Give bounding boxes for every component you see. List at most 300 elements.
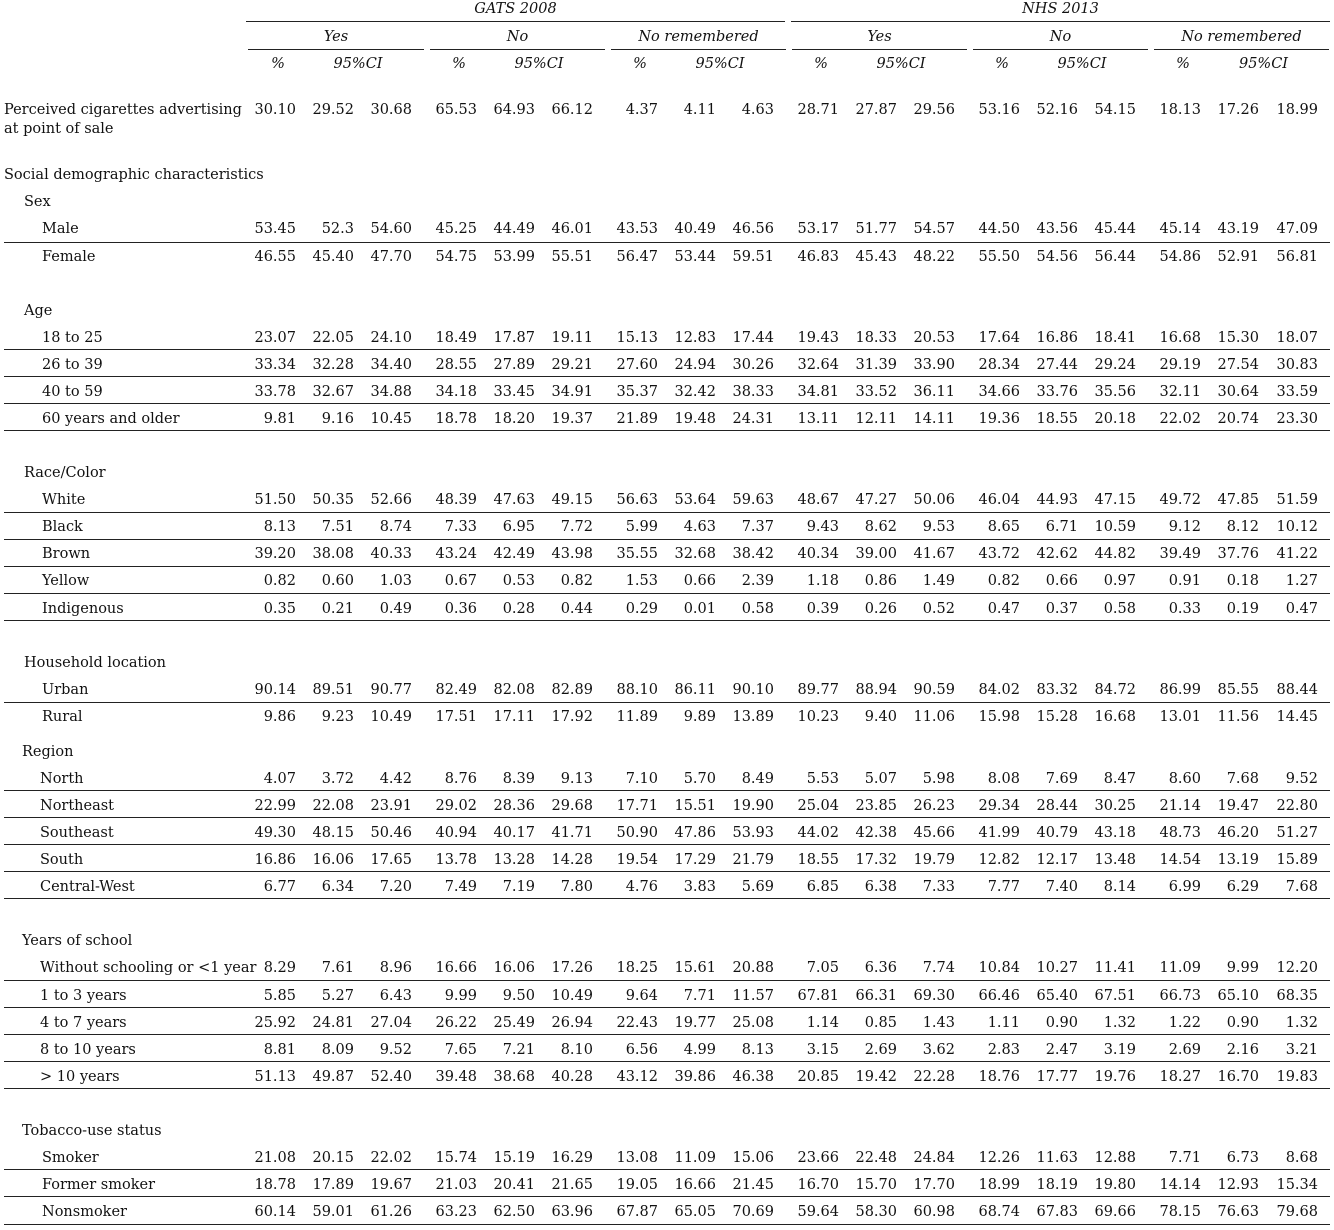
ci-header: 95%CI	[514, 56, 564, 72]
row-label: 40 to 59	[42, 384, 103, 400]
table-cell: 8.68	[1285, 1150, 1318, 1166]
table-cell: 25.04	[797, 798, 839, 814]
table-cell: 21.45	[732, 1177, 774, 1193]
table-cell: 0.36	[444, 601, 477, 617]
table-cell: 43.12	[616, 1069, 658, 1085]
table-cell: 40.28	[551, 1069, 593, 1085]
percent-header: %	[995, 56, 1009, 72]
table-cell: 17.89	[312, 1177, 354, 1193]
table-cell: 8.81	[263, 1042, 296, 1058]
table-cell: 51.77	[855, 221, 897, 237]
table-cell: 23.85	[855, 798, 897, 814]
table-cell: 45.66	[913, 825, 955, 841]
table-cell: 60.98	[913, 1204, 955, 1220]
table-cell: 66.31	[855, 988, 897, 1004]
table-cell: 25.49	[493, 1015, 535, 1031]
table-cell: 22.02	[370, 1150, 412, 1166]
table-cell: 82.89	[551, 682, 593, 698]
table-cell: 36.11	[913, 384, 955, 400]
table-cell: 34.91	[551, 384, 593, 400]
table-cell: 0.19	[1226, 601, 1259, 617]
table-cell: 12.11	[855, 411, 897, 427]
table-cell: 43.18	[1094, 825, 1136, 841]
table-cell: 43.19	[1217, 221, 1259, 237]
table-cell: 7.33	[922, 879, 955, 895]
table-cell: 47.09	[1276, 221, 1318, 237]
table-cell: 9.52	[1285, 771, 1318, 787]
table-cell: 42.38	[855, 825, 897, 841]
table-cell: 45.44	[1094, 221, 1136, 237]
table-cell: 84.72	[1094, 682, 1136, 698]
table-cell: 1.32	[1103, 1015, 1136, 1031]
table-cell: 38.68	[493, 1069, 535, 1085]
subgroup-rule	[1154, 49, 1329, 50]
table-cell: 8.76	[444, 771, 477, 787]
row-rule	[4, 1007, 1330, 1008]
table-cell: 5.98	[922, 771, 955, 787]
table-cell: 0.01	[683, 601, 716, 617]
table-cell: 65.05	[674, 1204, 716, 1220]
table-cell: 45.40	[312, 249, 354, 265]
table-cell: 17.11	[493, 709, 535, 725]
table-cell: 2.39	[741, 573, 774, 589]
table-cell: 54.75	[435, 249, 477, 265]
table-cell: 0.35	[263, 601, 296, 617]
table-cell: 2.83	[987, 1042, 1020, 1058]
row-label: Nonsmoker	[42, 1204, 127, 1220]
table-cell: 45.14	[1159, 221, 1201, 237]
table-cell: 11.41	[1094, 960, 1136, 976]
table-cell: 20.15	[312, 1150, 354, 1166]
table-cell: 18.78	[435, 411, 477, 427]
table-cell: 11.06	[913, 709, 955, 725]
row-rule	[4, 539, 1330, 540]
table-cell: 22.99	[254, 798, 296, 814]
row-label: Indigenous	[42, 601, 124, 617]
table-cell: 20.53	[913, 330, 955, 346]
table-cell: 35.56	[1094, 384, 1136, 400]
table-cell: 44.49	[493, 221, 535, 237]
table-cell: 33.59	[1276, 384, 1318, 400]
row-rule	[4, 1224, 1330, 1225]
table-cell: 6.77	[263, 879, 296, 895]
row-heading: Region	[22, 744, 74, 760]
table-cell: 44.50	[978, 221, 1020, 237]
table-cell: 30.10	[254, 102, 296, 118]
table-cell: 5.07	[864, 771, 897, 787]
table-cell: 1.27	[1285, 573, 1318, 589]
table-cell: 5.85	[263, 988, 296, 1004]
row-rule	[4, 1034, 1330, 1035]
table-cell: 35.55	[616, 546, 658, 562]
table-cell: 15.19	[493, 1150, 535, 1166]
table-cell: 50.46	[370, 825, 412, 841]
table-cell: 53.99	[493, 249, 535, 265]
table-cell: 8.29	[263, 960, 296, 976]
row-label: Former smoker	[42, 1177, 156, 1193]
row-label: Rural	[42, 709, 83, 725]
table-cell: 41.99	[978, 825, 1020, 841]
table-cell: 13.01	[1159, 709, 1201, 725]
subgroup-rule	[611, 49, 786, 50]
subgroup-header: No	[506, 29, 529, 45]
table-cell: 32.11	[1159, 384, 1201, 400]
table-cell: 4.11	[683, 102, 716, 118]
table-cell: 7.65	[444, 1042, 477, 1058]
table-cell: 54.60	[370, 221, 412, 237]
row-rule	[4, 1196, 1330, 1197]
table-cell: 52.91	[1217, 249, 1259, 265]
table-cell: 1.03	[379, 573, 412, 589]
table-cell: 12.26	[978, 1150, 1020, 1166]
row-rule	[4, 349, 1330, 350]
table-cell: 10.49	[370, 709, 412, 725]
table-cell: 25.08	[732, 1015, 774, 1031]
table-cell: 48.39	[435, 492, 477, 508]
table-cell: 15.70	[855, 1177, 897, 1193]
table-cell: 0.67	[444, 573, 477, 589]
table-cell: 9.99	[444, 988, 477, 1004]
table-cell: 55.51	[551, 249, 593, 265]
row-label: Female	[42, 249, 96, 265]
table-cell: 16.06	[312, 852, 354, 868]
table-cell: 20.74	[1217, 411, 1259, 427]
table-cell: 40.79	[1036, 825, 1078, 841]
table-cell: 22.43	[616, 1015, 658, 1031]
table-cell: 10.84	[978, 960, 1020, 976]
table-cell: 9.12	[1168, 519, 1201, 535]
table-cell: 7.49	[444, 879, 477, 895]
table-cell: 39.48	[435, 1069, 477, 1085]
group-header: NHS 2013	[1022, 1, 1099, 17]
row-label: Yellow	[42, 573, 90, 589]
table-cell: 4.63	[741, 102, 774, 118]
table-cell: 18.33	[855, 330, 897, 346]
table-cell: 7.20	[379, 879, 412, 895]
table-cell: 29.68	[551, 798, 593, 814]
table-cell: 48.73	[1159, 825, 1201, 841]
table-cell: 88.10	[616, 682, 658, 698]
table-cell: 29.52	[312, 102, 354, 118]
table-cell: 18.07	[1276, 330, 1318, 346]
table-cell: 32.42	[674, 384, 716, 400]
table-cell: 24.94	[674, 357, 716, 373]
table-cell: 30.64	[1217, 384, 1259, 400]
table-cell: 53.93	[732, 825, 774, 841]
table-cell: 10.23	[797, 709, 839, 725]
table-cell: 7.71	[683, 988, 716, 1004]
row-label: > 10 years	[40, 1069, 120, 1085]
table-cell: 19.79	[913, 852, 955, 868]
table-cell: 3.62	[922, 1042, 955, 1058]
table-cell: 15.13	[616, 330, 658, 346]
row-rule	[4, 1088, 1330, 1089]
table-cell: 46.04	[978, 492, 1020, 508]
table-cell: 18.55	[797, 852, 839, 868]
table-cell: 26.94	[551, 1015, 593, 1031]
table-cell: 46.38	[732, 1069, 774, 1085]
table-cell: 18.41	[1094, 330, 1136, 346]
table-cell: 19.48	[674, 411, 716, 427]
table-cell: 13.08	[616, 1150, 658, 1166]
percent-header: %	[271, 56, 285, 72]
table-cell: 33.52	[855, 384, 897, 400]
table-cell: 56.81	[1276, 249, 1318, 265]
table-cell: 18.19	[1036, 1177, 1078, 1193]
table-cell: 17.26	[551, 960, 593, 976]
table-cell: 7.21	[502, 1042, 535, 1058]
row-rule	[4, 790, 1330, 791]
table-cell: 0.28	[502, 601, 535, 617]
table-cell: 7.19	[502, 879, 535, 895]
row-label: at point of sale	[4, 121, 114, 137]
table-cell: 5.69	[741, 879, 774, 895]
row-rule	[4, 1169, 1330, 1170]
table-cell: 32.67	[312, 384, 354, 400]
table-cell: 29.02	[435, 798, 477, 814]
ci-header: 95%CI	[1057, 56, 1107, 72]
row-label: 4 to 7 years	[40, 1015, 127, 1031]
table-cell: 8.13	[263, 519, 296, 535]
row-label: White	[42, 492, 86, 508]
table-cell: 53.45	[254, 221, 296, 237]
table-cell: 65.10	[1217, 988, 1259, 1004]
row-label: North	[40, 771, 84, 787]
table-cell: 0.97	[1103, 573, 1136, 589]
table-cell: 40.17	[493, 825, 535, 841]
table-cell: 15.98	[978, 709, 1020, 725]
table-cell: 27.04	[370, 1015, 412, 1031]
table-cell: 15.89	[1276, 852, 1318, 868]
table-cell: 8.49	[741, 771, 774, 787]
table-cell: 8.10	[560, 1042, 593, 1058]
table-cell: 48.22	[913, 249, 955, 265]
table-cell: 49.30	[254, 825, 296, 841]
table-cell: 33.34	[254, 357, 296, 373]
table-cell: 7.61	[321, 960, 354, 976]
table-cell: 7.72	[560, 519, 593, 535]
table-cell: 0.33	[1168, 601, 1201, 617]
subgroup-rule	[430, 49, 605, 50]
table-cell: 68.35	[1276, 988, 1318, 1004]
table-cell: 19.90	[732, 798, 774, 814]
table-cell: 44.02	[797, 825, 839, 841]
table-cell: 4.42	[379, 771, 412, 787]
table-cell: 2.69	[1168, 1042, 1201, 1058]
table-cell: 15.74	[435, 1150, 477, 1166]
table-cell: 2.16	[1226, 1042, 1259, 1058]
table-cell: 5.27	[321, 988, 354, 1004]
table-cell: 19.05	[616, 1177, 658, 1193]
table-cell: 2.69	[864, 1042, 897, 1058]
table-cell: 54.56	[1036, 249, 1078, 265]
table-cell: 20.88	[732, 960, 774, 976]
table-cell: 8.65	[987, 519, 1020, 535]
row-heading: Age	[24, 303, 53, 319]
table-cell: 56.63	[616, 492, 658, 508]
table-cell: 50.90	[616, 825, 658, 841]
table-cell: 4.76	[625, 879, 658, 895]
table-cell: 85.55	[1217, 682, 1259, 698]
row-label: 18 to 25	[42, 330, 103, 346]
table-cell: 70.69	[732, 1204, 774, 1220]
table-cell: 24.84	[913, 1150, 955, 1166]
table-cell: 66.73	[1159, 988, 1201, 1004]
table-cell: 34.81	[797, 384, 839, 400]
table-cell: 20.41	[493, 1177, 535, 1193]
table-cell: 22.08	[312, 798, 354, 814]
subgroup-header: No	[1049, 29, 1072, 45]
table-cell: 28.55	[435, 357, 477, 373]
table-cell: 17.32	[855, 852, 897, 868]
table-cell: 9.23	[321, 709, 354, 725]
table-cell: 3.72	[321, 771, 354, 787]
table-cell: 86.99	[1159, 682, 1201, 698]
table-cell: 67.87	[616, 1204, 658, 1220]
table-cell: 14.28	[551, 852, 593, 868]
table-cell: 90.14	[254, 682, 296, 698]
table-cell: 27.60	[616, 357, 658, 373]
table-cell: 17.77	[1036, 1069, 1078, 1085]
table-cell: 3.83	[683, 879, 716, 895]
table-cell: 21.79	[732, 852, 774, 868]
table-cell: 43.72	[978, 546, 1020, 562]
table-cell: 49.72	[1159, 492, 1201, 508]
table-cell: 46.83	[797, 249, 839, 265]
table-cell: 11.09	[674, 1150, 716, 1166]
table-cell: 15.28	[1036, 709, 1078, 725]
table-cell: 6.73	[1226, 1150, 1259, 1166]
table-cell: 43.53	[616, 221, 658, 237]
table-cell: 7.40	[1045, 879, 1078, 895]
table-cell: 5.70	[683, 771, 716, 787]
table-cell: 17.92	[551, 709, 593, 725]
table-cell: 6.38	[864, 879, 897, 895]
table-cell: 14.54	[1159, 852, 1201, 868]
table-cell: 53.64	[674, 492, 716, 508]
table-cell: 46.55	[254, 249, 296, 265]
table-cell: 0.47	[1285, 601, 1318, 617]
table-cell: 83.32	[1036, 682, 1078, 698]
table-cell: 86.11	[674, 682, 716, 698]
table-cell: 18.25	[616, 960, 658, 976]
subgroup-header: No remembered	[1181, 29, 1302, 45]
table-cell: 15.34	[1276, 1177, 1318, 1193]
table-cell: 8.74	[379, 519, 412, 535]
table-cell: 40.94	[435, 825, 477, 841]
table-cell: 15.61	[674, 960, 716, 976]
table-cell: 38.42	[732, 546, 774, 562]
table-cell: 64.93	[493, 102, 535, 118]
table-cell: 63.96	[551, 1204, 593, 1220]
table-cell: 1.14	[806, 1015, 839, 1031]
table-cell: 60.14	[254, 1204, 296, 1220]
table-cell: 0.60	[321, 573, 354, 589]
table-cell: 90.77	[370, 682, 412, 698]
table-cell: 0.39	[806, 601, 839, 617]
table-cell: 6.36	[864, 960, 897, 976]
table-cell: 0.82	[987, 573, 1020, 589]
table-cell: 65.40	[1036, 988, 1078, 1004]
table-cell: 29.24	[1094, 357, 1136, 373]
table-cell: 1.53	[625, 573, 658, 589]
table-cell: 13.28	[493, 852, 535, 868]
table-cell: 28.71	[797, 102, 839, 118]
table-cell: 19.80	[1094, 1177, 1136, 1193]
table-cell: 58.30	[855, 1204, 897, 1220]
table-cell: 32.64	[797, 357, 839, 373]
row-rule	[4, 844, 1330, 845]
percent-header: %	[1176, 56, 1190, 72]
table-cell: 1.22	[1168, 1015, 1201, 1031]
row-rule	[4, 403, 1330, 404]
subgroup-rule	[973, 49, 1148, 50]
table-cell: 0.90	[1226, 1015, 1259, 1031]
table-cell: 51.50	[254, 492, 296, 508]
table-cell: 1.43	[922, 1015, 955, 1031]
table-cell: 8.62	[864, 519, 897, 535]
table-cell: 34.18	[435, 384, 477, 400]
percent-header: %	[633, 56, 647, 72]
table-cell: 19.42	[855, 1069, 897, 1085]
percent-header: %	[452, 56, 466, 72]
table-cell: 13.11	[797, 411, 839, 427]
table-cell: 16.66	[435, 960, 477, 976]
table-cell: 0.18	[1226, 573, 1259, 589]
table-cell: 19.67	[370, 1177, 412, 1193]
ci-header: 95%CI	[876, 56, 926, 72]
table-cell: 59.63	[732, 492, 774, 508]
table-cell: 0.66	[1045, 573, 1078, 589]
table-cell: 6.99	[1168, 879, 1201, 895]
row-rule	[4, 980, 1330, 981]
table-cell: 15.06	[732, 1150, 774, 1166]
table-cell: 25.92	[254, 1015, 296, 1031]
table-cell: 82.08	[493, 682, 535, 698]
table-cell: 30.68	[370, 102, 412, 118]
subgroup-header: Yes	[867, 29, 892, 45]
table-cell: 30.26	[732, 357, 774, 373]
table-cell: 56.44	[1094, 249, 1136, 265]
table-cell: 41.22	[1276, 546, 1318, 562]
table-cell: 0.53	[502, 573, 535, 589]
row-label: South	[40, 852, 84, 868]
table-cell: 69.66	[1094, 1204, 1136, 1220]
table-cell: 88.94	[855, 682, 897, 698]
table-cell: 21.14	[1159, 798, 1201, 814]
table-cell: 4.37	[625, 102, 658, 118]
row-heading: Tobacco-use status	[22, 1123, 162, 1139]
row-label: 1 to 3 years	[40, 988, 127, 1004]
table-cell: 37.76	[1217, 546, 1259, 562]
table-cell: 8.47	[1103, 771, 1136, 787]
table-cell: 22.28	[913, 1069, 955, 1085]
table-cell: 21.08	[254, 1150, 296, 1166]
table-cell: 46.56	[732, 221, 774, 237]
table-cell: 23.30	[1276, 411, 1318, 427]
table-cell: 33.76	[1036, 384, 1078, 400]
table-cell: 40.49	[674, 221, 716, 237]
row-heading: Sex	[24, 194, 51, 210]
table-cell: 7.80	[560, 879, 593, 895]
table-cell: 16.86	[254, 852, 296, 868]
table-cell: 4.99	[683, 1042, 716, 1058]
table-cell: 13.78	[435, 852, 477, 868]
table-cell: 49.15	[551, 492, 593, 508]
table-cell: 39.00	[855, 546, 897, 562]
table-cell: 18.99	[1276, 102, 1318, 118]
table-cell: 7.74	[922, 960, 955, 976]
